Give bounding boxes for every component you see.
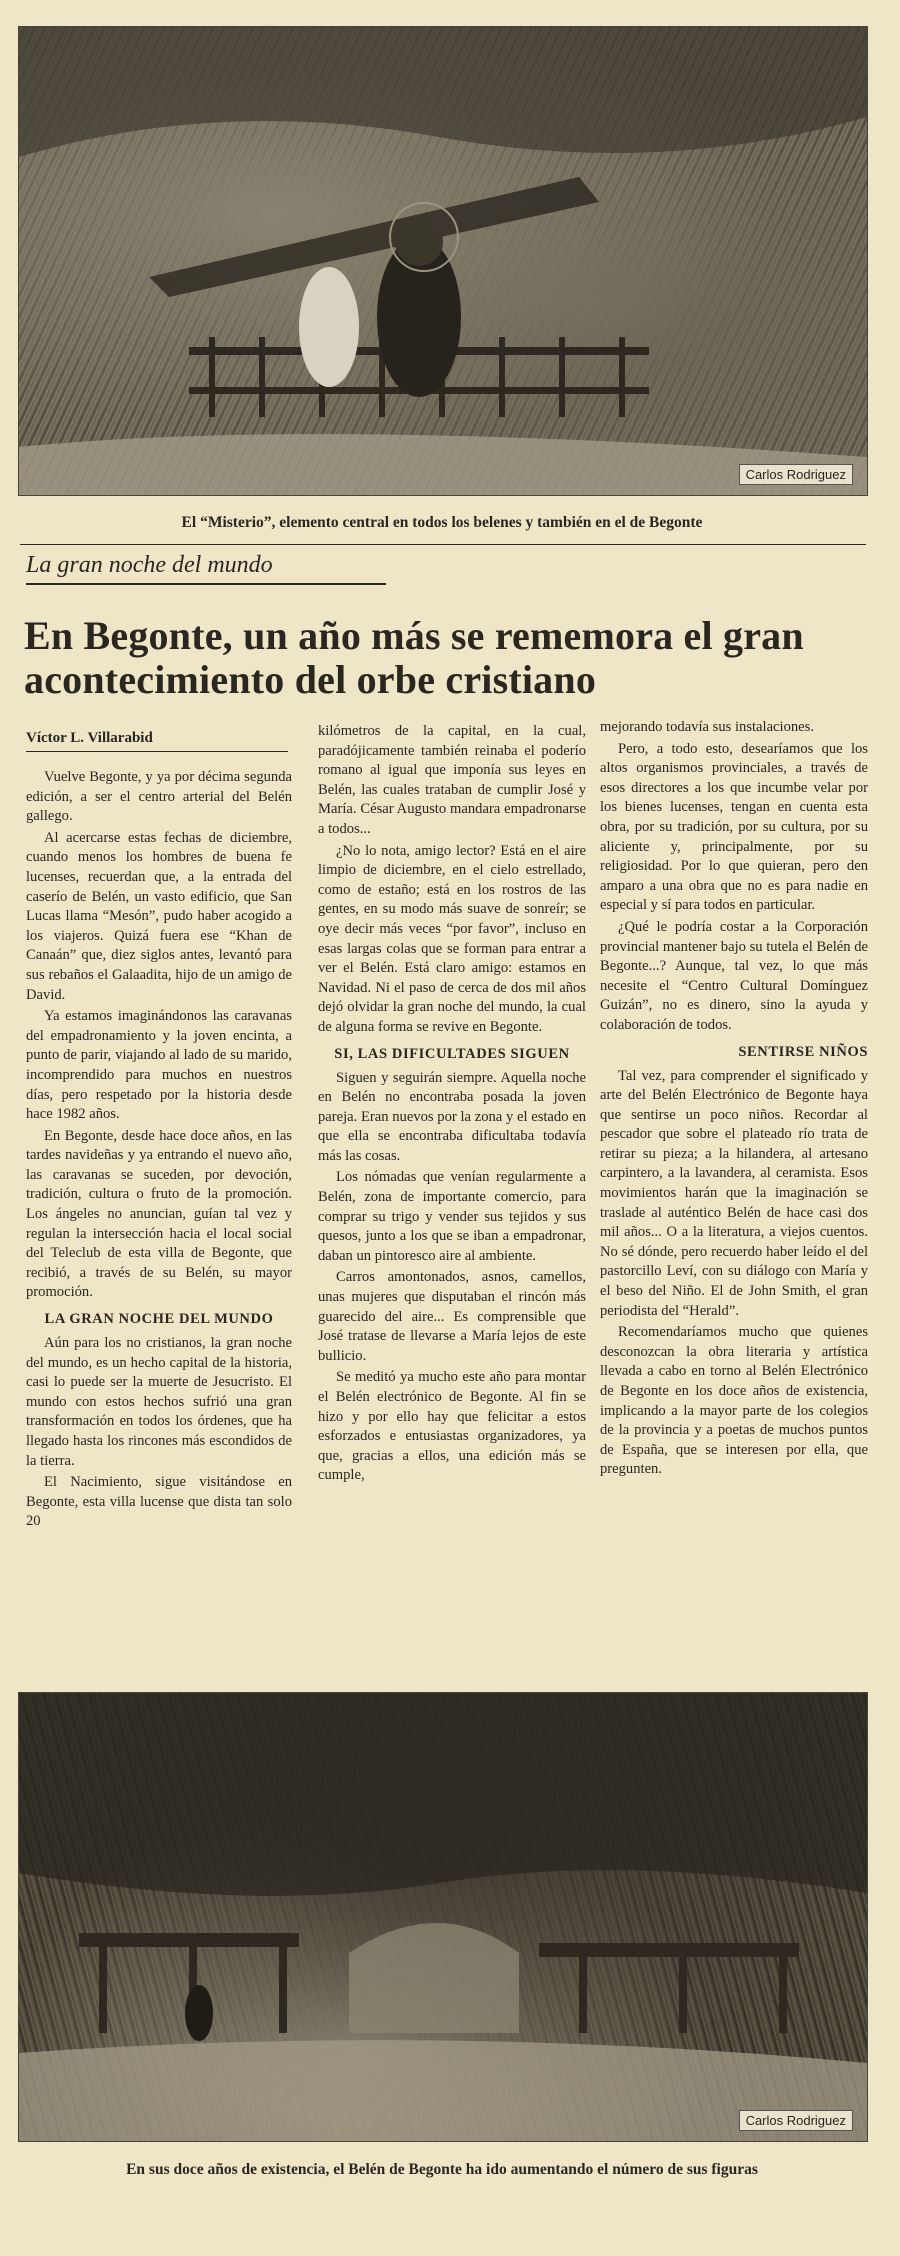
photo-nativity-scene — [18, 1692, 868, 2142]
paragraph: En Begonte, desde hace doce años, en las tardes navideñas y ya entrando el nuevo año, las caravanas se suceden, por devoción, tradición, cultura o fruto de la promoción. Los ángeles no anuncian, guían tal vez y regulan la intersección hacia el local social del Teleclub de esta villa de Begonte, que recibió, a través de su Belén, su mayor promoción. — [26, 1127, 292, 1301]
photo-credit: Carlos Rodriguez — [739, 2110, 853, 2131]
photo-scene — [19, 27, 867, 495]
subheading: SI, LAS DIFICULTADES SIGUEN — [334, 1045, 570, 1062]
article-headline: En Begonte, un año más se rememora el gran acontecimiento del orbe cristiano — [24, 613, 804, 702]
paragraph: Se meditó ya mucho este año para montar el Belén electrónico de Begonte. Al fin se hizo y por ello hay que felicitar a estos esforzados e entusiastas organizadores, ya que, gracias a ellos, una edición más se cumple, — [318, 1369, 586, 1484]
article-column-2 — [318, 722, 586, 1488]
article-column-3 — [600, 718, 868, 1482]
paragraph: ¿No lo nota, amigo lector? Está en el aire limpio de diciembre, en el cielo estrellado, como de estaño; está en los rostros de las gentes, en su modo más suave de sonreír; se oye decir más veces “por favor”, incluso en esas largas colas que se forman para entrar a ver el Belén. Está claro amigo: estamos en Navidad. Ni el paso de cerca de dos mil años dejó olvidar la gran noche del mundo, la cual de alguna forma se revive en Begonte. — [318, 842, 586, 1035]
paragraph: Siguen y seguirán siempre. Aquella noche en Belén no encontraba posada la joven pareja. Eran nuevos por la zona y el estado en que ella se encontraba dificultaba todavía más las cosas. — [318, 1069, 586, 1164]
photo-caption: En sus doce años de existencia, el Belén de Begonte ha ido aumentando el número de sus figuras — [126, 2161, 758, 2178]
byline: Víctor L. Villarabid — [26, 730, 288, 752]
section-label: La gran noche del mundo — [26, 552, 386, 585]
subheading: LA GRAN NOCHE DEL MUNDO — [44, 1311, 274, 1328]
paragraph: Al acercarse estas fechas de diciembre, cuando menos los hombres de buena fe lucenses, recuerdan que, a la entrada del caserío de Belén, un vasto edificio, que San Lucas llama “Mesón”, pudo haber acogido a los viajeros. Quizá fuera ese “Khan de Canaán” que, diez siglos antes, levantó para sus rebaños el Galaadita, hijo de un amigo de David. — [26, 829, 292, 1003]
divider — [20, 544, 866, 545]
paragraph: Recomendaríamos mucho que quienes desconozcan la obra literaria y artística llevada a cabo en torno al Belén Electrónico de Begonte en los doce años de existencia, implicando a la mayor parte de los colegios de la provincia y a poetas de muchos puntos de España, que se interesen por ella, que pregunten. — [600, 1324, 868, 1478]
paragraph: Ya estamos imaginándonos las caravanas del empadronamiento y la joven encinta, a punto de parir, viajando al lado de su marido, incomprendido para muchos en nuestros días, pero respetado por la historia desde hace 1982 años. — [26, 1008, 292, 1123]
paragraph: Tal vez, para comprender el significado y arte del Belén Electrónico de Begonte haya que sentirse un poco niños. Recordar al pescador que sobre el plateado río trata de retirar su pieza; a la hilandera, al artesano carpintero, a la lavandera, al ceramista. Esos movimientos harán que la imaginación se traslade al auténtico Belén de hace casi dos mil años... O a la literatura, a viejos cuentos. No sé dónde, pero recuerdo haber leído el del pastorcillo Leví, con su diálogo con María y el beso del Niño. El de John Smith, el gran periodista del “Herald”. — [600, 1067, 868, 1319]
paragraph: ¿Qué le podría costar a la Corporación provincial mantener bajo su tutela el Belén de Begonte...? Aunque, tal vez, lo que más necesite el “Centro Cultural Domínguez Guizán”, no es dinero, sino la ayuda y colaboración de todos. — [600, 918, 868, 1033]
article-column-1 — [26, 768, 292, 1534]
paragraph: Carros amontonados, asnos, camellos, unas mujeres que disputaban el rincón más guarecido del aire... Es comprensible que José tratase de llevarse a María lejos de este bullicio. — [318, 1269, 586, 1364]
photo-nativity-misterio — [18, 26, 868, 496]
paragraph: Vuelve Begonte, y ya por décima segunda edición, a ser el centro arterial del Belén gallego. — [26, 769, 292, 825]
paragraph: mejorando todavía sus instalaciones. — [600, 719, 814, 735]
paragraph: Los nómadas que venían regularmente a Belén, zona de importante comercio, para comprar su trigo y vender sus tejidos y sus quesos, junto a los que se iban a empadronar, daban un pintoresco aire al ambiente. — [318, 1169, 586, 1264]
paragraph: Pero, a todo esto, desearíamos que los altos organismos provinciales, a través de esos directores a los que incumbe velar por los bienes lucenses, tengan en cuenta esta obra, por su tradición, por su cultura, por su aliciente y, principalmente, por su religiosidad. Por lo que quieran, pero den amparo a una obra que no es para nadie en especial y sí para todos en particular. — [600, 740, 868, 914]
paragraph: Aún para los no cristianos, la gran noche del mundo, es un hecho capital de la historia, casi lo puede ser la muerte de Jesucristo. El mundo con estos hechos sufrió una gran transformación en todos los órdenes, que ha llegado hasta los rincones más escondidos de la tierra. — [26, 1335, 292, 1469]
paragraph: kilómetros de la capital, en la cual, paradójicamente también reinaba el poderío romano al igual que imponía sus leyes en Belén, las cuales trataban de cumplir José y María. César Augusto mandara empadronarse a todos... — [318, 723, 586, 837]
photo-scene — [19, 1693, 867, 2141]
photo-caption: El “Misterio”, elemento central en todos los belenes y también en el de Begonte — [181, 514, 703, 531]
photo-credit: Carlos Rodriguez — [739, 464, 853, 485]
subheading: SENTIRSE NIÑOS — [738, 1043, 868, 1060]
paragraph: El Nacimiento, sigue visitándose en Begonte, esta villa lucense que dista tan solo 20 — [26, 1474, 292, 1530]
